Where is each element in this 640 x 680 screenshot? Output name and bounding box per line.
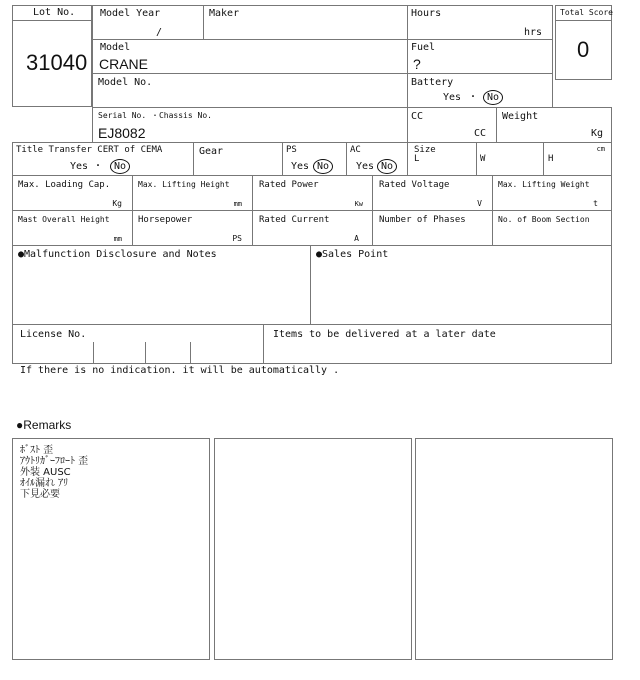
size-divider-1 (476, 143, 477, 175)
max-loading-unit: Kg (112, 199, 122, 208)
model-no-label: Model No. (98, 77, 153, 88)
ps-cell[interactable] (282, 142, 347, 176)
battery-label: Battery (411, 77, 454, 88)
remarks-line: ｵｲﾙ漏れ ｱﾘ (20, 478, 69, 489)
model-year-value: / (156, 27, 163, 38)
phases-cell[interactable] (372, 210, 493, 246)
model-cell[interactable] (92, 39, 408, 74)
license-divider-2 (145, 342, 146, 364)
cc-cell[interactable] (407, 107, 497, 143)
title-transfer-no-selected[interactable]: No (110, 159, 130, 174)
mast-height-unit: mm (113, 235, 122, 243)
mast-height-label: Mast Overall Height (18, 215, 110, 224)
ac-yes[interactable]: Yes (356, 161, 375, 172)
remarks-line: ﾎﾞｽﾄ 歪 (20, 445, 54, 456)
max-loading-label: Max. Loading Cap. (18, 180, 111, 190)
hours-unit: hrs (523, 27, 542, 38)
battery-separator: ・ (468, 92, 478, 103)
lot-label: Lot No. (33, 7, 76, 18)
rated-power-cell[interactable] (252, 175, 373, 211)
footnote: If there is no indication. it will be automatically . (20, 365, 340, 376)
boom-sections-label: No. of Boom Section (498, 215, 590, 224)
gear-cell[interactable] (193, 142, 283, 176)
license-label: License No. (20, 329, 87, 340)
boom-sections-cell[interactable] (492, 210, 612, 246)
size-unit: cm (596, 145, 605, 153)
sales-point-cell[interactable] (310, 245, 612, 325)
rated-voltage-unit: V (477, 199, 482, 208)
cc-label: CC (411, 111, 424, 122)
remarks-list (20, 445, 88, 500)
horsepower-label: Horsepower (138, 215, 193, 225)
cc-unit: CC (473, 128, 486, 139)
total-score-value-cell (555, 20, 612, 80)
remarks-line: ｱｳﾄﾘｶﾞｰﾌﾛｰﾄ 歪 (20, 456, 89, 467)
mast-height-cell[interactable] (12, 210, 133, 246)
model-year-label: Model Year (100, 8, 161, 19)
size-l-label: L (414, 154, 420, 164)
weight-unit: Kg (590, 128, 603, 139)
license-divider-3 (190, 342, 191, 364)
size-cell[interactable] (407, 142, 612, 176)
sales-point-label: ●Sales Point (316, 249, 389, 260)
model-label: Model (100, 42, 131, 53)
ps-label: PS (286, 145, 297, 155)
model-year-cell[interactable] (92, 5, 204, 40)
rated-voltage-label: Rated Voltage (379, 180, 450, 190)
license-cell[interactable] (12, 324, 264, 364)
remarks-line: 下見必要 (20, 489, 60, 500)
size-divider-2 (543, 143, 544, 175)
rated-current-label: Rated Current (259, 215, 330, 225)
ac-cell[interactable] (346, 142, 408, 176)
rated-current-unit: A (354, 234, 359, 243)
title-transfer-separator: ・ (93, 161, 103, 172)
rated-power-label: Rated Power (259, 180, 319, 190)
max-lifting-weight-cell[interactable] (492, 175, 612, 211)
ps-no-selected[interactable]: No (313, 159, 333, 174)
remarks-box-1[interactable] (12, 438, 210, 660)
phases-label: Number of Phases (379, 215, 466, 225)
later-items-label: Items to be delivered at a later date (273, 329, 496, 340)
maker-label: Maker (209, 8, 240, 19)
max-lifting-height-unit: mm (233, 200, 242, 208)
remarks-box-3[interactable] (415, 438, 613, 660)
rated-power-unit: Kw (354, 200, 363, 208)
gear-label: Gear (199, 146, 224, 157)
remarks-heading: ●Remarks (16, 418, 72, 432)
max-lifting-height-cell[interactable] (132, 175, 253, 211)
model-value: CRANE (99, 56, 149, 72)
fuel-label: Fuel (411, 42, 436, 53)
malfunction-cell[interactable] (12, 245, 311, 325)
max-lifting-weight-label: Max. Lifting Weight (498, 180, 590, 189)
horsepower-cell[interactable] (132, 210, 253, 246)
remarks-box-2[interactable] (214, 438, 412, 660)
title-transfer-cell[interactable] (12, 142, 194, 176)
size-label: Size (414, 145, 436, 155)
title-transfer-yes[interactable]: Yes (70, 161, 89, 172)
serial-cell[interactable] (92, 107, 408, 143)
total-score-label-cell (555, 5, 612, 21)
total-score-label: Total Score (560, 8, 613, 17)
lot-label-cell (12, 5, 92, 21)
max-loading-cell[interactable] (12, 175, 133, 211)
license-divider-1 (93, 342, 94, 364)
hours-label: Hours (411, 8, 442, 19)
size-w-label: W (480, 154, 486, 164)
lot-number: 31040 (26, 50, 88, 75)
total-score-value: 0 (577, 37, 590, 62)
max-lifting-weight-unit: t (593, 199, 598, 208)
ac-label: AC (350, 145, 361, 155)
fuel-value: ? (413, 56, 421, 72)
rated-voltage-cell[interactable] (372, 175, 493, 211)
fuel-cell[interactable] (407, 39, 553, 74)
model-no-cell[interactable] (92, 73, 408, 108)
battery-cell[interactable] (407, 73, 553, 108)
maker-cell[interactable] (203, 5, 408, 40)
ac-no-selected[interactable]: No (377, 159, 397, 174)
battery-no-selected[interactable]: No (483, 90, 503, 105)
serial-value: EJ8082 (98, 125, 146, 141)
malfunction-label: ●Malfunction Disclosure and Notes (18, 249, 217, 260)
serial-label: Serial No. ・Chassis No. (98, 111, 212, 120)
later-items-cell[interactable] (263, 324, 612, 364)
weight-cell[interactable] (496, 107, 612, 143)
title-transfer-label: Title Transfer CERT of CEMA (16, 145, 163, 155)
remarks-line: 外装 AUSC (20, 467, 71, 478)
rated-current-cell[interactable] (252, 210, 373, 246)
lot-value-cell (12, 20, 92, 107)
ps-yes[interactable]: Yes (291, 161, 310, 172)
battery-yes[interactable]: Yes (443, 92, 462, 103)
weight-label: Weight (502, 111, 539, 122)
hours-cell[interactable] (407, 5, 553, 40)
size-h-label: H (548, 154, 554, 164)
max-lifting-height-label: Max. Lifting Height (138, 180, 230, 189)
horsepower-unit: PS (232, 234, 242, 243)
